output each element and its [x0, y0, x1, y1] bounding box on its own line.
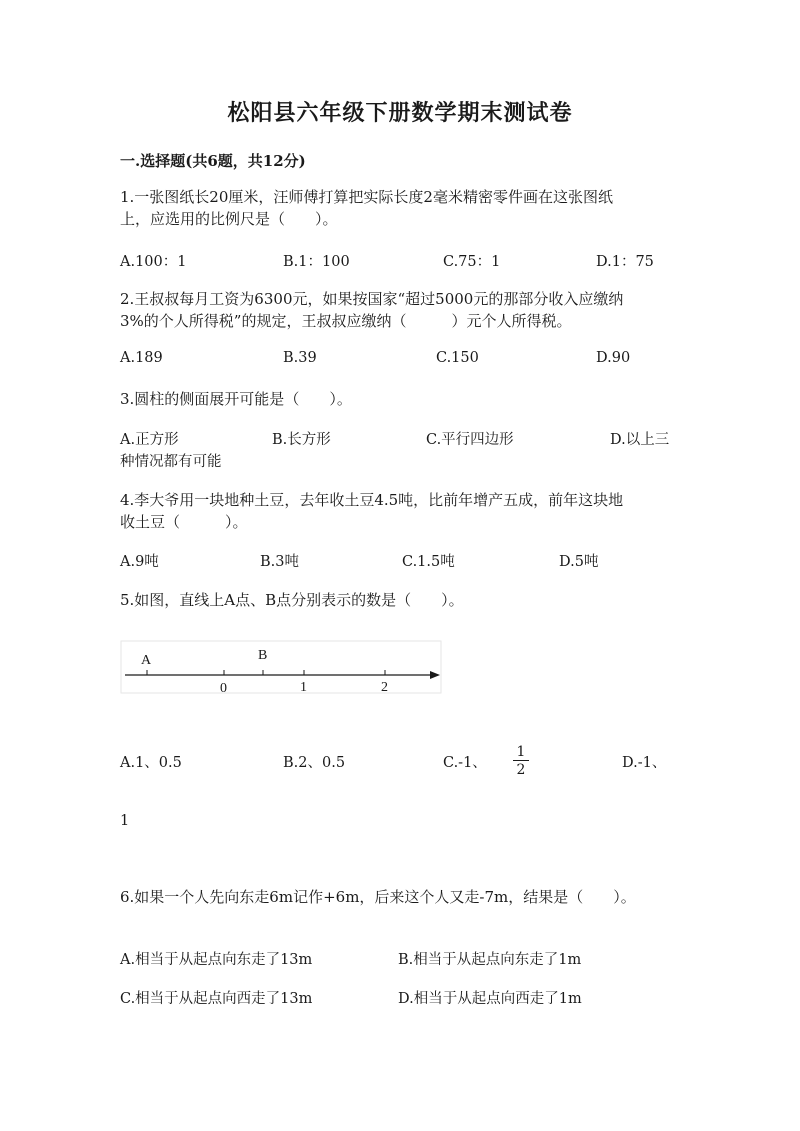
question-6-option-a: A.相当于从起点向东走了13m — [120, 952, 313, 968]
question-6-option-b: B.相当于从起点向东走了1m — [398, 952, 582, 968]
question-2-option-b: B.39 — [283, 350, 317, 366]
question-6-line-1: 6.如果一个人先向东走6m记作+6m，后来这个人又走-7m，结果是（ ）。 — [120, 888, 636, 906]
question-4-line-1: 4.李大爷用一块地种土豆，去年收土豆4.5吨，比前年增产五成，前年这块地 — [120, 491, 624, 509]
fraction-bar — [513, 760, 529, 761]
question-2-option-d: D.90 — [596, 350, 631, 366]
question-1-option-d: D.1：75 — [596, 254, 654, 270]
question-3-option-a: A.正方形 — [120, 432, 179, 448]
question-4-line-2: 收土豆（ ）。 — [120, 513, 248, 531]
question-1-line-2: 上，应选用的比例尺是（ ）。 — [120, 210, 338, 228]
question-3-option-c: C.平行四边形 — [426, 432, 514, 448]
section-heading: 一.选择题(共6题，共12分) — [120, 152, 306, 170]
question-1-option-b: B.1：100 — [283, 254, 350, 270]
question-5-option-d: D.-1、 — [622, 755, 667, 771]
question-4-option-c: C.1.5吨 — [402, 554, 455, 570]
tick-label-0: 0 — [220, 681, 227, 696]
question-3-option-d: D.以上三 — [610, 432, 670, 448]
question-5-option-b: B.2、0.5 — [283, 755, 346, 771]
figure-frame — [121, 641, 441, 693]
question-5-option-d-wrap: 1 — [120, 813, 130, 829]
question-2-option-a: A.189 — [120, 350, 163, 366]
question-3-line-1: 3.圆柱的侧面展开可能是（ ）。 — [120, 390, 352, 408]
fraction-numerator: 1 — [516, 744, 526, 760]
question-4-option-d: D.5吨 — [559, 554, 599, 570]
question-4-option-a: A.9吨 — [120, 554, 159, 570]
question-5-option-c: C.-1、 — [443, 755, 487, 771]
question-2-option-c: C.150 — [436, 350, 479, 366]
point-label-b: B — [258, 648, 268, 663]
question-5-option-a: A.1、0.5 — [120, 755, 182, 771]
question-3-option-b: B.长方形 — [272, 432, 331, 448]
question-2-line-1: 2.王叔叔每月工资为6300元，如果按国家“超过5000元的那部分收入应缴纳 — [120, 290, 624, 308]
question-1-option-c: C.75：1 — [443, 254, 501, 270]
question-5-option-c-fraction — [513, 745, 529, 777]
question-1-option-a: A.100：1 — [120, 254, 187, 270]
fraction-denominator: 2 — [516, 762, 526, 778]
tick-label-1: 1 — [300, 680, 307, 695]
point-label-a: A — [141, 653, 152, 668]
page-title: 松阳县六年级下册数学期末测试卷 — [227, 100, 573, 126]
number-line-figure — [120, 640, 444, 696]
tick-label-2: 2 — [381, 680, 388, 695]
question-2-line-2: 3%的个人所得税”的规定，王叔叔应缴纳（ ）元个人所得税。 — [120, 312, 572, 330]
question-6-option-c: C.相当于从起点向西走了13m — [120, 991, 313, 1007]
question-1-line-1: 1.一张图纸长20厘米，汪师傅打算把实际长度2毫米精密零件画在这张图纸 — [120, 188, 613, 206]
question-6-option-d: D.相当于从起点向西走了1m — [398, 991, 582, 1007]
question-5-line-1: 5.如图，直线上A点、B点分别表示的数是（ ）。 — [120, 591, 464, 609]
question-4-option-b: B.3吨 — [260, 554, 299, 570]
question-3-option-d-wrap: 种情况都有可能 — [120, 454, 222, 470]
